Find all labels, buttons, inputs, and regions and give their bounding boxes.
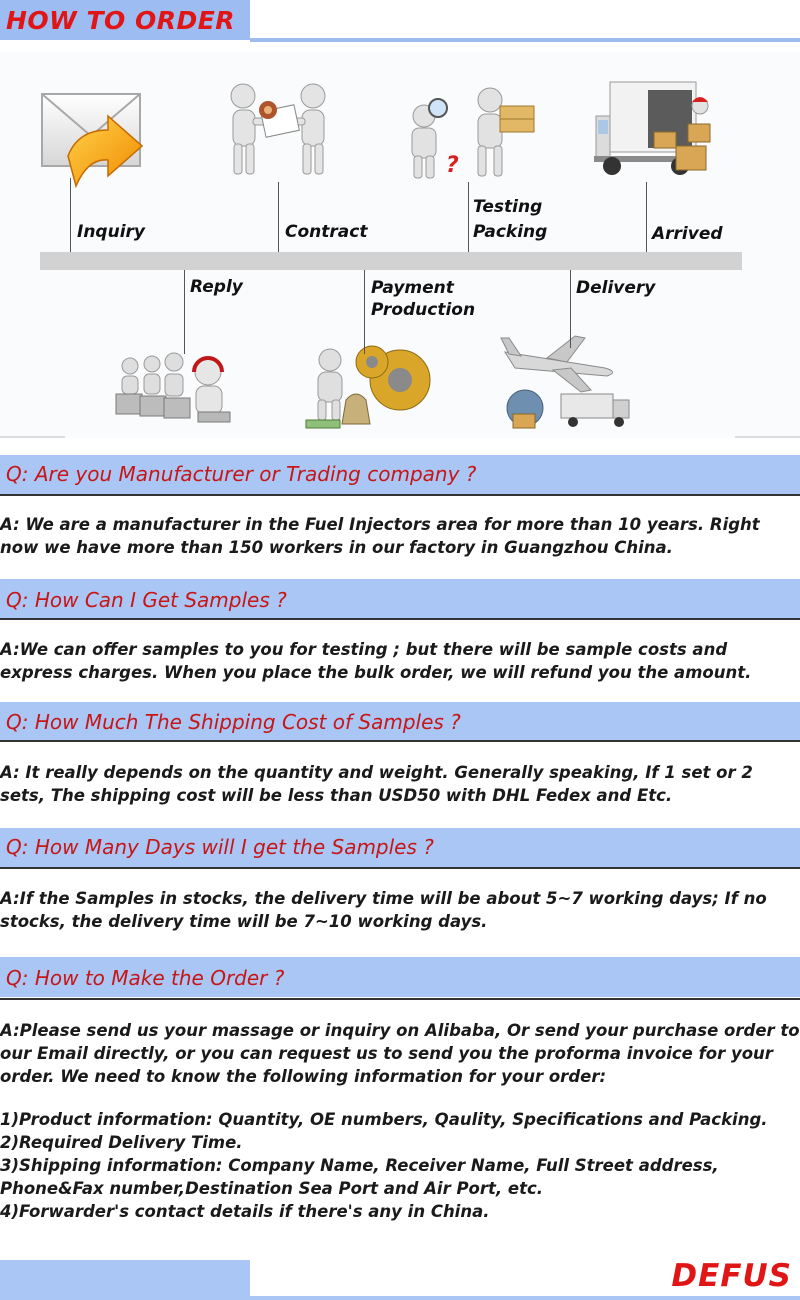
faq-question: Q: How Many Days will I get the Samples ? (6, 835, 434, 859)
step-label-inquiry: Inquiry (77, 222, 145, 242)
footer-tab (0, 1260, 250, 1300)
faq-rule (0, 740, 800, 742)
step-label-testing-packing: Testing Packing (473, 197, 548, 242)
step-label-contract: Contract (285, 222, 368, 242)
envelope-arrow-icon (38, 86, 158, 196)
connector-line (278, 182, 279, 252)
faq-rule (0, 867, 800, 869)
page-title: HOW TO ORDER (6, 6, 236, 35)
brand-logo: DEFUS (671, 1258, 792, 1294)
process-timeline (40, 252, 742, 270)
connector-line (646, 182, 647, 252)
divider (0, 436, 65, 438)
faq-answer: A: It really depends on the quantity and weight. Generally speaking, If 1 set or 2 sets, The shipping cost will be less than USD50 with DHL Fedex and Etc. (0, 763, 753, 805)
handshake-contract-icon (213, 80, 343, 180)
connector-line (184, 270, 185, 354)
step-label-payment-production: Payment Production (371, 278, 476, 320)
footer-divider (250, 1296, 800, 1300)
money-gears-icon (300, 340, 440, 432)
airplane-truck-icon (495, 334, 635, 430)
faq-question: Q: How Can I Get Samples ? (6, 588, 287, 612)
faq-rule (0, 618, 800, 620)
step-label-delivery: Delivery (576, 278, 656, 298)
faq-question: Q: Are you Manufacturer or Trading company ? (6, 462, 477, 486)
connector-line (570, 270, 571, 348)
faq-answer: A:Please send us your massage or inquiry on Alibaba, Or send your purchase order to our Email directly, or you can request us to send you the proforma invoice for your order. We need to know the following information for your order: 1)Product information: Quantity, OE numbers, Qaulity, Specifications and Packing. 2)Required Delivery Time. 3)Shipping information: Company Name, Receiver Name, Full Street address, Phone&Fax number,Destination Sea Port and Air Port, etc. 4)Forwarder's contact details if there's any in China. (0, 1021, 800, 1221)
connector-line (70, 178, 71, 252)
step-label-arrived: Arrived (652, 224, 723, 244)
faq-rule (0, 494, 800, 496)
faq-question: Q: How Much The Shipping Cost of Samples ? (6, 710, 461, 734)
faq-answer: A:If the Samples in stocks, the delivery time will be about 5~7 working days; If no stocks, the delivery time will be 7~10 working days. (0, 889, 767, 931)
faq-rule (0, 998, 800, 1000)
connector-line (468, 182, 469, 252)
connector-line (364, 270, 365, 354)
call-center-icon (112, 350, 237, 428)
svg-text:?: ? (446, 153, 459, 178)
step-label-reply: Reply (190, 277, 243, 297)
header-divider (250, 38, 800, 42)
faq-answer: A:We can offer samples to you for testing ; but there will be sample costs and express charges. When you place the bulk order, we will refund you the amount. (0, 640, 752, 682)
inspection-packing-icon (398, 86, 538, 181)
delivery-truck-icon (592, 76, 722, 188)
faq-answer: A: We are a manufacturer in the Fuel Injectors area for more than 10 years. Right now we have more than 150 workers in our factory in Guangzhou China. (0, 515, 760, 557)
faq-question: Q: How to Make the Order ? (6, 966, 285, 990)
divider (735, 436, 800, 438)
